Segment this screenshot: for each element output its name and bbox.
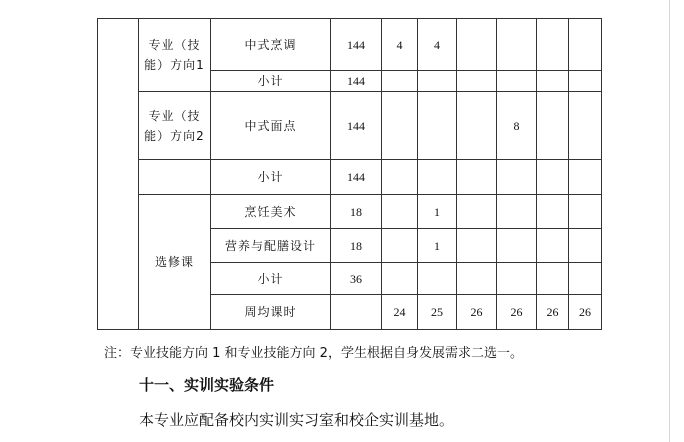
semester-cell [457,195,497,229]
semester-cell [418,160,457,195]
section-heading: 十一、实训实验条件 [139,376,275,394]
hours-cell: 144 [331,71,382,92]
semester-cell [457,263,497,295]
semester-cell [457,92,497,160]
semester-cell: 1 [418,195,457,229]
semester-cell [569,92,602,160]
table-row [98,160,602,195]
semester-cell [497,195,537,229]
page-edge [669,0,670,442]
semester-cell [382,92,418,160]
group-cell: 选修课 [139,195,211,330]
semester-cell [497,229,537,263]
body-paragraph: 本专业应配备校内实训实习室和校企实训基地。 [139,411,455,429]
semester-cell [418,263,457,295]
weekly-hours-cell: 24 [382,295,418,330]
weekly-hours-cell: 26 [497,295,537,330]
semester-cell [569,19,602,71]
group-cell [139,160,211,195]
semester-cell [537,195,569,229]
table-row [98,19,602,71]
semester-cell [457,19,497,71]
semester-cell [497,19,537,71]
course-name-cell: 周均课时 [211,295,331,330]
course-name-cell: 小计 [211,71,331,92]
semester-cell [497,263,537,295]
hours-cell: 144 [331,160,382,195]
course-name-cell: 烹饪美术 [211,195,331,229]
semester-cell [457,160,497,195]
weekly-hours-cell: 25 [418,295,457,330]
group-cell: 专业（技能）方向2 [139,92,211,160]
semester-cell: 4 [382,19,418,71]
hours-cell: 144 [331,92,382,160]
table-row [98,195,602,229]
semester-cell: 4 [418,19,457,71]
semester-cell [569,160,602,195]
semester-cell [569,229,602,263]
weekly-hours-cell: 26 [457,295,497,330]
semester-cell [497,71,537,92]
course-name-cell: 中式面点 [211,92,331,160]
semester-cell [569,263,602,295]
hours-cell: 18 [331,229,382,263]
category-cell-blank [98,19,139,330]
group-cell: 专业（技能）方向1 [139,19,211,92]
table-row [98,92,602,160]
curriculum-table [97,18,602,330]
semester-cell: 1 [418,229,457,263]
hours-cell: 36 [331,263,382,295]
course-name-cell: 小计 [211,263,331,295]
hours-cell [331,295,382,330]
semester-cell [537,92,569,160]
course-name-cell: 中式烹调 [211,19,331,71]
semester-cell [382,71,418,92]
table-footnote: 注：专业技能方向 1 和专业技能方向 2，学生根据自身发展需求二选一。 [104,346,523,361]
semester-cell [382,160,418,195]
semester-cell [457,229,497,263]
semester-cell [537,19,569,71]
semester-cell: 8 [497,92,537,160]
hours-cell: 18 [331,195,382,229]
semester-cell [418,92,457,160]
course-name-cell: 小计 [211,160,331,195]
semester-cell [382,195,418,229]
hours-cell: 144 [331,19,382,71]
course-name-cell: 营养与配膳设计 [211,229,331,263]
semester-cell [418,71,457,92]
semester-cell [537,160,569,195]
semester-cell [537,71,569,92]
semester-cell [569,195,602,229]
semester-cell [497,160,537,195]
weekly-hours-cell: 26 [569,295,602,330]
semester-cell [537,263,569,295]
semester-cell [457,71,497,92]
weekly-hours-cell: 26 [537,295,569,330]
semester-cell [382,229,418,263]
semester-cell [382,263,418,295]
semester-cell [569,71,602,92]
semester-cell [537,229,569,263]
